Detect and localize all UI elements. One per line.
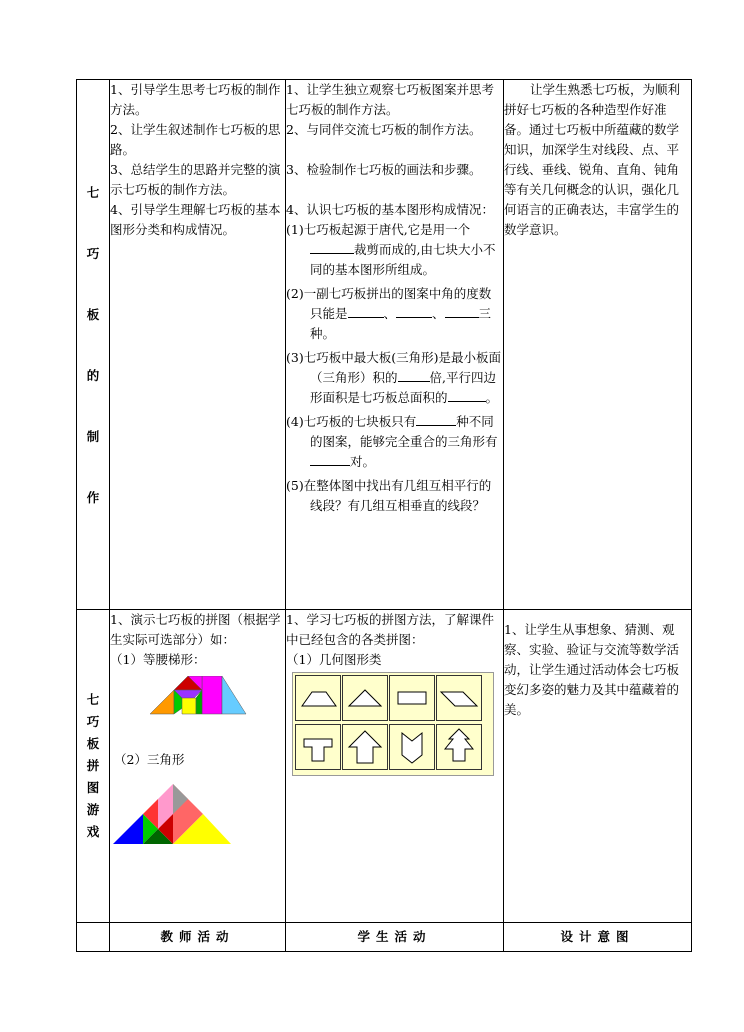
question-1: (1)七巧板起源于唐代,它是用一个裁剪而成的,由七块大小不同的基本图形所组成。 (286, 222, 496, 277)
shape-label-triangle: （2）三角形 (114, 752, 185, 767)
teacher-step-2: 2、让学生叙述制作七巧板的思路。 (110, 122, 281, 157)
shape-tile-tree[interactable] (436, 724, 482, 770)
category-label-geometric: （1）几何图形类 (286, 652, 382, 667)
tan-piece (222, 676, 246, 714)
fill-blank[interactable] (445, 305, 479, 318)
question-3: (3)七巧板中最大板(三角形)是最小板面（三角形）积的 倍,平行四边形面积是七巧板总面积的 。 (286, 350, 501, 405)
shape-label-trapezoid: （1）等腰梯形： (110, 652, 206, 667)
section-label-game: 七 巧 板 拼 图 游 戏 (77, 610, 110, 923)
student-step-1: 1、让学生独立观察七巧板图案并思考七巧板的制作方法。 (286, 82, 494, 117)
tan-piece (202, 676, 222, 714)
row-tangram-making (77, 80, 692, 610)
lesson-table (76, 79, 692, 952)
footer-teacher-activity: 教师活动 (110, 923, 286, 952)
tan-piece (113, 814, 143, 844)
teacher-activity-game (110, 610, 286, 923)
footer-student-activity: 学生活动 (286, 923, 504, 952)
fill-blank[interactable] (310, 241, 354, 254)
teacher-activity-making (110, 80, 286, 610)
shape-tile-chevron[interactable] (389, 724, 435, 770)
teacher-game-step-1: 1、演示七巧板的拼图（根据学生实际可选部分）如： (110, 612, 281, 647)
question-4: (4)七巧板的七块板只有 种不同的图案，能够完全重合的三角形有对。 (286, 414, 498, 469)
section-label-making: 七 巧 板 的 制 作 (77, 80, 110, 610)
footer-row (77, 923, 692, 952)
shape-tile-rectangle[interactable] (389, 675, 435, 721)
tan-piece (182, 698, 196, 714)
tan-piece (150, 690, 174, 714)
fill-blank[interactable] (348, 305, 384, 318)
teacher-step-3: 3、总结学生的思路并完整的演示七巧板的制作方法。 (110, 162, 281, 197)
footer-design-intent: 设计意图 (504, 923, 692, 952)
design-intent-making: 让学生熟悉七巧板，为顺利拼好七巧板的各种造型作好准备。通过七巧板中所蕴藏的数学知识，加深学生对线段、点、平行线、垂线、锐角、直角、钝角等有关几何概念的认识，强化几何语言的正确表达，丰富学生的数学意识。 (504, 80, 692, 610)
shape-tile-trapezoid[interactable] (295, 675, 341, 721)
fill-blank[interactable] (398, 369, 430, 382)
triangle-tangram-figure (113, 784, 233, 846)
student-activity-game (286, 610, 504, 923)
row-tangram-game (77, 610, 692, 923)
fill-blank[interactable] (448, 389, 486, 402)
teacher-step-1: 1、引导学生思考七巧板的制作方法。 (110, 82, 281, 117)
geometric-shape-gallery (292, 672, 494, 776)
shape-tile-triangle[interactable] (342, 675, 388, 721)
student-activity-making (286, 80, 504, 610)
shape-tile-up-arrow[interactable] (342, 724, 388, 770)
design-intent-game: 1、让学生从事想象、猜测、观察、实验、验证与交流等数学活动，让学生通过活动体会七巧板变幻多姿的魅力及其中蕴藏着的美。 (504, 610, 692, 923)
fill-blank[interactable] (416, 413, 456, 426)
fill-blank[interactable] (310, 453, 350, 466)
question-2: (2)一副七巧板拼出的图案中角的度数只能是 、 、 三种。 (286, 286, 492, 341)
fill-blank[interactable] (396, 305, 432, 318)
student-step-2: 2、与同伴交流七巧板的制作方法。 (286, 122, 482, 137)
student-step-4: 4、认识七巧板的基本图形构成情况： (286, 202, 494, 217)
question-5: (5)在整体图中找出有几组互相平行的线段？有几组互相垂直的线段？ (286, 478, 492, 513)
shape-tile-t-shape[interactable] (295, 724, 341, 770)
teacher-step-4: 4、引导学生理解七巧板的基本图形分类和构成情况。 (110, 202, 281, 237)
student-step-3: 3、检验制作七巧板的画法和步骤。 (286, 162, 482, 177)
student-game-step-1: 1、学习七巧板的拼图方法，了解课件中已经包含的各类拼图： (286, 612, 494, 647)
shape-tile-parallelogram[interactable] (436, 675, 482, 721)
trapezoid-tangram-figure (138, 676, 248, 716)
